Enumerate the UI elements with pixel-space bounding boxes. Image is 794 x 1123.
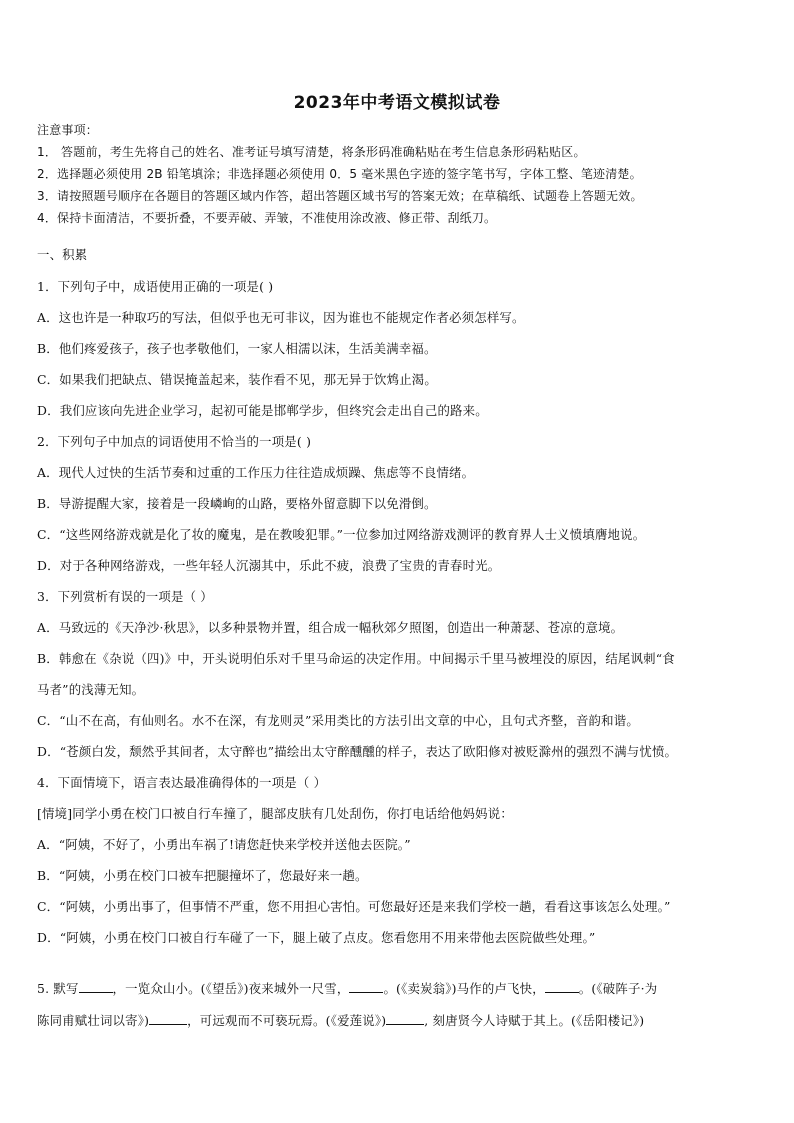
question-stem: 2．下列句子中加点的词语使用不恰当的一项是( ) <box>37 434 312 449</box>
answer-blank[interactable] <box>386 1012 424 1025</box>
option-b: B．韩愈在《杂说（四)》中，开头说明伯乐对千里马命运的决定作用。中间揭示千里马被埋没的原因，结尾讽刺“食 <box>37 651 675 666</box>
option-a: A．马致远的《天净沙·秋思》，以多种景物并置，组合成一幅秋郊夕照图，创造出一种萧瑟、苍凉的意境。 <box>37 620 624 635</box>
section-heading: 一、积累 <box>37 247 88 262</box>
option-c: C．“山不在高，有仙则名。水不在深，有龙则灵”采用类比的方法引出文章的中心，且句式齐整，音韵和谐。 <box>37 713 639 728</box>
option-c: C．“阿姨，小勇出事了，但事情不严重，您不用担心害怕。可您最好还是来我们学校一趟，看看这事该怎么处理。” <box>37 899 671 914</box>
option-d: D．“苍颜白发，颓然乎其间者，太守醉也”描绘出太守醉醺醺的样子，表达了欧阳修对被贬滁州的强烈不满与忧愤。 <box>37 744 678 759</box>
answer-blank[interactable] <box>79 980 113 993</box>
page-title: 2023年中考语文模拟试卷 <box>293 93 501 113</box>
answer-blank[interactable] <box>349 980 383 993</box>
question-stem: 4．下面情境下，语言表达最准确得体的一项是（ ） <box>37 775 327 790</box>
option-a: A．“阿姨，不好了，小勇出车祸了!请您赶快来学校并送他去医院。” <box>37 837 411 852</box>
notice-heading: 注意事项： <box>37 123 99 137</box>
option-d: D．“阿姨，小勇在校门口被自行车碰了一下，腿上破了点皮。您看您用不用来带他去医院做些处理。” <box>37 930 596 945</box>
option-b: B．导游提醒大家，接着是一段嶙峋的山路，要格外留意脚下以免滑倒。 <box>37 496 437 511</box>
question-text: , 刻唐贤今人诗赋于其上。(《岳阳楼记》) <box>424 1013 645 1028</box>
question-text: ，一览众山小。(《望岳》)夜来城外一尺雪， <box>112 981 350 996</box>
notice-item: 1． 答题前，考生先将自己的姓名、准考证号填写清楚，将条形码准确粘贴在考生信息条形码粘贴区。 <box>37 145 586 159</box>
question-text: ，可远观而不可亵玩焉。(《爱莲说》) <box>187 1013 387 1028</box>
option-b: B．“阿姨，小勇在校门口被车把腿撞坏了，您最好来一趟。 <box>37 868 368 883</box>
question-text: 陈同甫赋壮词以寄》) <box>37 1013 150 1028</box>
option-c: C．“这些网络游戏就是化了妆的魔鬼，是在教唆犯罪。”一位参加过网络游戏测评的教育界人士义愤填膺地说。 <box>37 527 646 542</box>
question-context: [情境]同学小勇在校门口被自行车撞了，腿部皮肤有几处刮伤，你打电话给他妈妈说： <box>37 806 513 821</box>
option-b: B．他们疼爱孩子，孩子也孝敬他们，一家人相濡以沫，生活美满幸福。 <box>37 341 437 356</box>
notice-item: 2．选择题必须使用 2B 铅笔填涂；非选择题必须使用 0．5 毫米黑色字迹的签字笔书写，字体工整、笔迹清楚。 <box>37 167 642 181</box>
answer-blank[interactable] <box>149 1012 187 1025</box>
option-a: A．现代人过快的生活节奏和过重的工作压力往往造成烦躁、焦虑等不良情绪。 <box>37 465 475 480</box>
question-stem: 3．下列赏析有误的一项是（ ） <box>37 589 213 604</box>
question-text: 5. 默写 <box>37 981 79 996</box>
option-d: D．我们应该向先进企业学习，起初可能是邯郸学步，但终究会走出自己的路来。 <box>37 403 488 418</box>
dictation-line-1 <box>37 980 762 997</box>
option-c: C．如果我们把缺点、错误掩盖起来，装作看不见，那无异于饮鸩止渴。 <box>37 372 437 387</box>
dictation-line-2 <box>37 1012 762 1029</box>
question-stem: 1．下列句子中，成语使用正确的一项是( ) <box>37 279 274 294</box>
option-d: D．对于各种网络游戏，一些年轻人沉溺其中，乐此不疲，浪费了宝贵的青春时光。 <box>37 558 501 573</box>
option-b-continued: 马者”的浅薄无知。 <box>37 682 145 697</box>
question-text: 。(《卖炭翁》)马作的卢飞快， <box>383 981 545 996</box>
option-a: A．这也许是一种取巧的写法，但似乎也无可非议，因为谁也不能规定作者必须怎样写。 <box>37 310 525 325</box>
answer-blank[interactable] <box>545 980 579 993</box>
question-text: 。(《破阵子·为 <box>578 981 658 996</box>
notice-item: 3．请按照题号顺序在各题目的答题区域内作答，超出答题区域书写的答案无效；在草稿纸、试题卷上答题无效。 <box>37 189 643 203</box>
notice-item: 4．保持卡面清洁，不要折叠，不要弄破、弄皱，不准使用涂改液、修正带、刮纸刀。 <box>37 211 497 225</box>
